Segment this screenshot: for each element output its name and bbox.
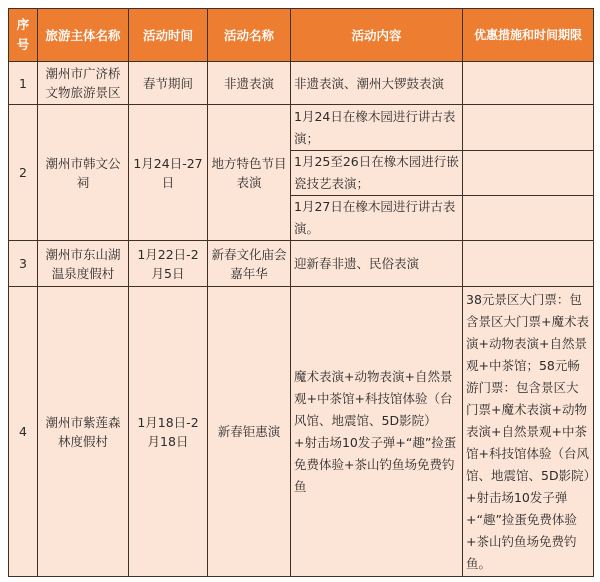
row-entity: 潮州市韩文公祠 bbox=[38, 105, 129, 241]
row-discount bbox=[463, 105, 594, 151]
header-content: 活动内容 bbox=[291, 9, 463, 62]
row-time: 1月18日-2月18日 bbox=[129, 287, 208, 577]
activities-table bbox=[8, 8, 594, 577]
row-entity: 潮州市紫莲森林度假村 bbox=[38, 287, 129, 577]
row-discount-sub bbox=[463, 196, 594, 241]
header-discount: 优惠措施和时间期限 bbox=[463, 9, 594, 62]
header-entity: 旅游主体名称 bbox=[38, 9, 129, 62]
row-time: 春节期间 bbox=[129, 62, 208, 105]
row-index: 1 bbox=[9, 62, 38, 105]
row-content-sub: 1月27日在橡木园进行讲古表演。 bbox=[291, 196, 463, 241]
header-activity-name: 活动名称 bbox=[208, 9, 291, 62]
row-content-sub: 1月25至26日在橡木园进行嵌瓷技艺表演； bbox=[291, 151, 463, 196]
row-entity: 潮州市东山湖温泉度假村 bbox=[38, 241, 129, 287]
row-content: 非遗表演、潮州大锣鼓表演 bbox=[291, 62, 463, 105]
table-row bbox=[9, 241, 594, 287]
row-activity-name: 非遗表演 bbox=[208, 62, 291, 105]
header-index: 序号 bbox=[9, 9, 38, 62]
row-activity-name: 地方特色节目表演 bbox=[208, 105, 291, 241]
row-discount: 38元景区大门票：包含景区大门票+魔术表演+动物表演+自然景观+中茶馆；58元畅游门票：包含景区大门票+魔术表演+动物表演+自然景观+中茶馆+科技馆体验（台风馆、地震馆、5D影院）+射击场10发子弹+“趣”捡蛋免费体验+茶山钓鱼场免费钓鱼。 bbox=[463, 287, 594, 577]
header-time: 活动时间 bbox=[129, 9, 208, 62]
row-index: 3 bbox=[9, 241, 38, 287]
row-discount-sub bbox=[463, 151, 594, 196]
row-index: 4 bbox=[9, 287, 38, 577]
row-time: 1月22日-2月5日 bbox=[129, 241, 208, 287]
row-activity-name: 新春文化庙会嘉年华 bbox=[208, 241, 291, 287]
header-row bbox=[9, 9, 594, 62]
table-row bbox=[9, 105, 594, 151]
row-content: 魔术表演+动物表演+自然景观+中茶馆+科技馆体验（台风馆、地震馆、5D影院）+射击场10发子弹+“趣”捡蛋免费体验+茶山钓鱼场免费钓鱼 bbox=[291, 287, 463, 577]
table-row bbox=[9, 62, 594, 105]
table-row bbox=[9, 287, 594, 577]
row-entity: 潮州市广济桥文物旅游景区 bbox=[38, 62, 129, 105]
row-content-sub: 1月24日在橡木园进行讲古表演； bbox=[291, 105, 463, 151]
row-discount bbox=[463, 241, 594, 287]
row-activity-name: 新春钜惠演 bbox=[208, 287, 291, 577]
row-discount bbox=[463, 62, 594, 105]
row-index: 2 bbox=[9, 105, 38, 241]
row-content: 迎新春非遗、民俗表演 bbox=[291, 241, 463, 287]
row-time: 1月24日-27日 bbox=[129, 105, 208, 241]
